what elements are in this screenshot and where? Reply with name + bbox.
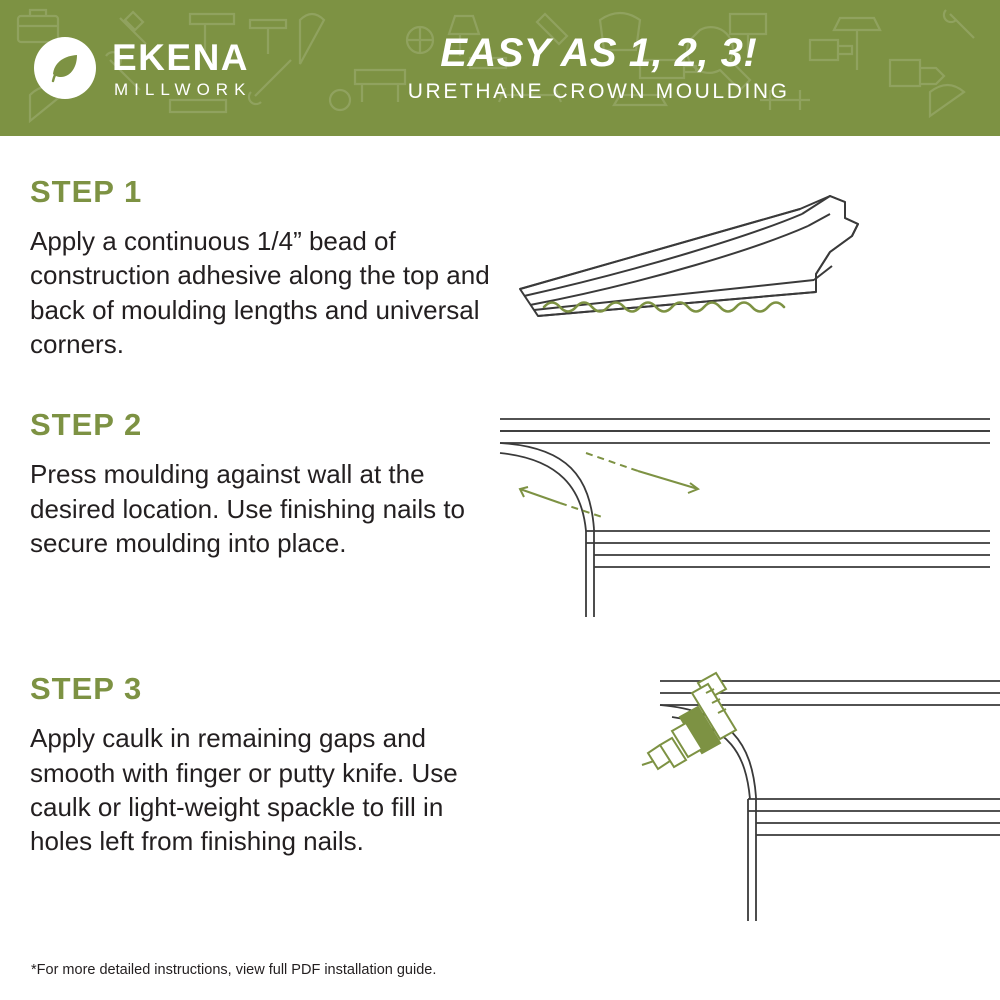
header-title: EASY AS 1, 2, 3! xyxy=(440,31,758,75)
brand-subtitle: MILLWORK xyxy=(114,79,252,99)
footnote: *For more detailed instructions, view full PDF installation guide. xyxy=(31,962,437,978)
step-3-text xyxy=(30,671,500,858)
leaf-in-circle-icon xyxy=(34,37,96,99)
step-2-body: Press moulding against wall at the desired location. Use finishing nails to secure moulding into place. xyxy=(30,459,466,558)
steps-content xyxy=(0,174,1000,931)
step-3-title: STEP 3 xyxy=(30,671,143,707)
crown-moulding-nails-diagram xyxy=(500,407,990,627)
page-header xyxy=(0,0,1000,136)
step-2 xyxy=(0,407,1000,627)
step-1-text xyxy=(30,174,500,361)
brand-name: EKENA xyxy=(112,36,250,78)
step-2-text xyxy=(30,407,500,560)
leaf-icon xyxy=(44,47,86,89)
step-1-body: Apply a continuous 1/4” bead of construction adhesive along the top and back of moulding lengths and universal corners. xyxy=(30,226,490,359)
nail-arrow-icon xyxy=(520,453,698,517)
brand-logo xyxy=(34,37,251,99)
crown-moulding-adhesive-bead-diagram xyxy=(500,174,970,354)
step-1 xyxy=(0,174,1000,361)
step-1-title: STEP 1 xyxy=(30,174,143,209)
header-subtitle: URETHANE CROWN MOULDING xyxy=(407,80,790,103)
crown-moulding-caulk-gun-diagram xyxy=(500,671,1000,931)
step-2-title: STEP 2 xyxy=(30,407,143,443)
caulk-gun-icon xyxy=(642,673,736,769)
step-3 xyxy=(0,671,1000,931)
step-3-body: Apply caulk in remaining gaps and smooth with finger or putty knife. Use caulk or light-weight spackle to fill in holes left from finishing nails. xyxy=(30,723,458,857)
